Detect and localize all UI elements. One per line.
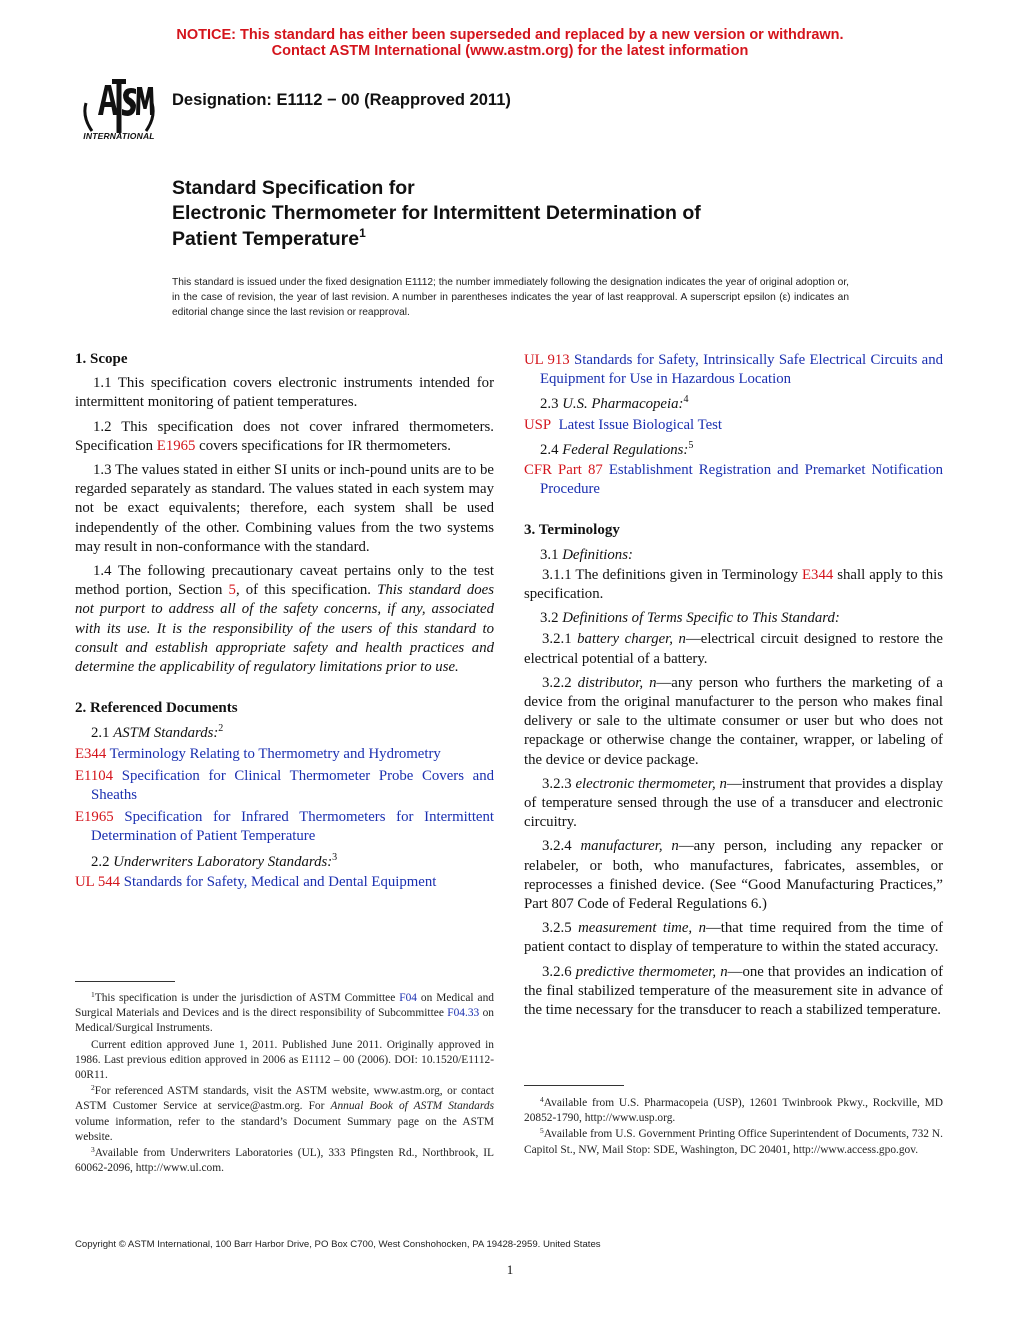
- def-num: 3.2.3: [542, 775, 576, 792]
- ref-e344-id[interactable]: E344: [75, 745, 107, 762]
- intro-paragraph: This standard is issued under the fixed designation E1112; the number immediately following the designation indicates the year of original adoption or, in the case of revision, the year of last revision. A number in parentheses indicates the year of last reapproval. A superscript epsilon (ε) indicates an editorial change since the last revision or reapproval.: [172, 277, 849, 318]
- ref-ul913-id[interactable]: UL 913: [524, 352, 570, 368]
- refs-heading: 2. Referenced Documents: [75, 700, 238, 717]
- term-3-1-num: 3.1: [540, 546, 563, 563]
- fn4-text: Available from U.S. Pharmacopeia (USP), 12601 Twinbrook Pkwy., Rockville, MD 20852-1790, http://www.usp.org.: [524, 1097, 943, 1125]
- ref-ul913[interactable]: [524, 351, 943, 389]
- def-text: —any person who furthers the marketing of a device from the original manufacturer to the person who makes final delivery or sale to the ultimate consumer or user but who does not repackage or otherwise change the container, wrapper, or labeling of the device or device package.: [524, 674, 943, 768]
- cfr-footnote-mark[interactable]: 5: [688, 439, 694, 451]
- ref-e1965[interactable]: [75, 808, 494, 846]
- ref-usp-id[interactable]: USP: [524, 416, 552, 433]
- ref-e1104-id[interactable]: E1104: [75, 767, 114, 784]
- def-num: 3.2.2: [542, 674, 578, 691]
- ref-cfr[interactable]: [524, 461, 943, 499]
- fn2-text-a: For referenced ASTM standards, visit the ASTM website, www.astm.org, or contact ASTM Customer Service at service@astm.org. For: [75, 1085, 494, 1113]
- ref-ul913-title[interactable]: Standards for Safety, Intrinsically Safe Electrical Circuits and Equipment for Use in Hazardous Location: [540, 352, 943, 388]
- terminology-heading: 3. Terminology: [524, 522, 620, 539]
- fn2-text-b: volume information, refer to the standard’s Document Summary page on the ASTM website.: [75, 1115, 494, 1143]
- copyright-line: Copyright © ASTM International, 100 Barr Harbor Drive, PO Box C700, West Conshohocken, PA 19428-2959. United States: [75, 1239, 601, 1250]
- scope-1-2-text-a: 1.2 This specification does not cover infrared thermometers. Specification: [75, 418, 494, 454]
- astm-footnote-mark[interactable]: 2: [218, 723, 224, 735]
- astm-standards-label: [75, 724, 494, 743]
- notice-line-1: NOTICE: This standard has either been superseded and replaced by a new version or withdrawn.: [176, 27, 844, 43]
- cfr-label-text: Federal Regulations:: [562, 441, 689, 458]
- footnote-5: [524, 1127, 943, 1157]
- definition-battery-charger: [524, 630, 943, 668]
- fn1-text-c: on Medical/Surgical Instruments.: [75, 1007, 494, 1035]
- footnotes-right: [524, 1096, 943, 1159]
- definition-measurement-time: [524, 919, 943, 957]
- scope-1-2: [75, 418, 494, 456]
- def-text: —any person, including any repacker or relabeler, or both, who manufactures, fabricates, assembles, or reprocesses a finished device. (See “Good Manufacturing Practices,” Part 807 Code of Federal Regulations 6.): [524, 838, 943, 913]
- fn4-mark: 4: [540, 1095, 544, 1104]
- term-3-1-1: [524, 566, 943, 604]
- cfr-label-num: 2.4: [540, 441, 563, 458]
- def-term: distributor, n: [577, 674, 657, 691]
- term-3-1-1-text-a: 3.1.1 The definitions given in Terminology: [542, 566, 803, 583]
- right-column: [524, 351, 943, 1025]
- ul-label-num: 2.2: [91, 853, 114, 870]
- ref-ul544-title[interactable]: Standards for Safety, Medical and Dental Equipment: [123, 873, 437, 890]
- def-term: measurement time, n: [578, 920, 706, 937]
- def-num: 3.2.5: [542, 920, 579, 937]
- def-num: 3.2.4: [542, 838, 581, 855]
- fn1-text-b: on Medical and Surgical Materials and Devices and is the direct responsibility of Subcommittee: [75, 992, 494, 1020]
- notice-line-2: Contact ASTM International (www.astm.org) for the latest information: [271, 43, 749, 59]
- footnote-divider-left: [75, 981, 175, 982]
- term-3-1: [524, 546, 943, 565]
- footnotes-left: [75, 991, 494, 1177]
- fn2-italic: Annual Book of ASTM Standards: [330, 1100, 495, 1113]
- usp-label: [524, 395, 943, 414]
- ref-usp[interactable]: [524, 416, 943, 435]
- footnote-4: [524, 1096, 943, 1126]
- usp-label-num: 2.3: [540, 396, 563, 413]
- fn5-mark: 5: [540, 1126, 544, 1136]
- def-term: manufacturer, n: [580, 838, 679, 855]
- footnote-1: [75, 991, 494, 1037]
- link-section-5[interactable]: 5: [228, 582, 236, 599]
- astm-label-num: 2.1: [91, 725, 114, 742]
- title-line-3: [172, 226, 366, 252]
- definition-predictive-thermometer: [524, 963, 943, 1021]
- term-3-2-text: Definitions of Terms Specific to This Standard:: [562, 610, 840, 627]
- usp-footnote-mark[interactable]: 4: [683, 394, 689, 406]
- link-e1965[interactable]: E1965: [156, 437, 196, 454]
- def-text: —one that provides an indication of the final stabilized temperature of the measurement site in advance of the time necessary for the transducer to reach a stabilized temperature.: [524, 963, 943, 1019]
- ul-footnote-mark[interactable]: 3: [332, 851, 338, 863]
- definition-distributor: [524, 674, 943, 770]
- scope-1-4-text-a: 1.4 The following precautionary caveat pertains only to the test method portion, Section: [75, 563, 494, 599]
- def-term: predictive thermometer, n: [575, 963, 728, 980]
- link-f04-33[interactable]: F04.33: [447, 1007, 480, 1020]
- term-3-1-text: Definitions:: [562, 546, 633, 563]
- ref-e1965-title[interactable]: Specification for Infrared Thermometers for Intermittent Determination of Patient Temperature: [91, 809, 495, 845]
- ul-label-text: Underwriters Laboratory Standards:: [113, 853, 333, 870]
- left-column: [75, 350, 494, 895]
- scope-1-2-text-b: covers specifications for IR thermometers.: [195, 437, 451, 454]
- def-text: —electrical circuit designed to restore the electrical potential of a battery.: [524, 631, 943, 667]
- designation: Designation: E1112 − 00 (Reapproved 2011): [172, 91, 511, 109]
- term-3-2-num: 3.2: [540, 610, 563, 627]
- usp-label-text: U.S. Pharmacopeia:: [562, 396, 684, 413]
- fn1-text-a: This specification is under the jurisdiction of ASTM Committee: [94, 992, 400, 1004]
- cfr-label: [524, 441, 943, 460]
- scope-1-4-text-b: , of this specification.: [235, 582, 378, 599]
- ref-e1965-id[interactable]: E1965: [75, 809, 114, 826]
- ref-ul544[interactable]: [75, 873, 494, 892]
- title-footnote-mark[interactable]: 1: [359, 226, 366, 240]
- link-e344[interactable]: E344: [802, 566, 834, 583]
- fn2-mark: 2: [91, 1083, 95, 1093]
- definition-electronic-thermometer: [524, 775, 943, 833]
- ref-usp-title[interactable]: Latest Issue Biological Test: [558, 416, 723, 433]
- definition-manufacturer: [524, 837, 943, 914]
- def-num: 3.2.1: [542, 631, 578, 648]
- ref-e1104-title[interactable]: Specification for Clinical Thermometer Probe Covers and Sheaths: [91, 767, 494, 804]
- def-text: —instrument that provides a display of temperature sensed through the use of a transducer and electronic circuitry.: [524, 775, 944, 831]
- page-number: 1: [506, 1262, 514, 1277]
- ref-ul544-id[interactable]: UL 544: [75, 873, 121, 890]
- fn1-mark: 1: [91, 990, 95, 999]
- ul-standards-label: [75, 853, 494, 872]
- ref-e344[interactable]: [75, 745, 494, 764]
- scope-1-3: 1.3 The values stated in either SI units or inch-pound units are to be regarded separately as standard. The values stated in each system may not be exact equivalents; therefore, each system shall be used independently of the other. Combining values from the two systems may result in non-conformance with the standard.: [75, 462, 494, 555]
- footnote-3: [75, 1146, 494, 1176]
- logo-wordmark: INTERNATIONAL: [83, 131, 155, 141]
- title-line-2: Electronic Thermometer for Intermittent Determination of: [172, 202, 701, 224]
- ref-e1104[interactable]: [75, 767, 494, 805]
- scope-1-1: 1.1 This specification covers electronic instruments intended for intermittent monitoring of patient temperatures.: [75, 375, 494, 411]
- astm-label-text: ASTM Standards:: [113, 725, 219, 742]
- def-num: 3.2.6: [542, 963, 576, 980]
- scope-1-4: [75, 562, 494, 677]
- scope-heading: 1. Scope: [75, 351, 128, 367]
- ref-cfr-title[interactable]: Establishment Registration and Premarket Notification Procedure: [540, 462, 944, 498]
- def-text: —that time required from the time of patient contact to display of temperature to within the stated accuracy.: [524, 920, 943, 956]
- footnote-1-edition: Current edition approved June 1, 2011. Published June 2011. Originally approved in 1986. Last previous edition approved in 2006 as E1112 – 00 (2006). DOI: 10.1520/E1112-00R11.: [75, 1038, 494, 1082]
- ref-cfr-id[interactable]: CFR Part 87: [524, 462, 603, 479]
- footnote-2: [75, 1084, 494, 1145]
- link-f04[interactable]: F04: [399, 992, 417, 1004]
- term-3-1-1-text-b: shall apply to this specification.: [524, 566, 943, 603]
- fn3-text: Available from Underwriters Laboratories (UL), 333 Pfingsten Rd., Northbrook, IL 60062-2096, http://www.ul.com.: [75, 1147, 494, 1175]
- footnote-divider-right: [524, 1085, 624, 1086]
- ref-e344-title[interactable]: Terminology Relating to Thermometry and Hydrometry: [109, 745, 441, 762]
- fn3-mark: 3: [91, 1145, 95, 1155]
- title-line-1: Standard Specification for: [172, 177, 415, 199]
- def-term: electronic thermometer, n: [575, 775, 727, 792]
- title-line-3-text: Patient Temperature: [172, 228, 360, 250]
- fn5-text: Available from U.S. Government Printing Office Superintendent of Documents, 732 N. Capitol St., NW, Mail Stop: SDE, Washington, DC 20401, http://www.access.gpo.gov.: [524, 1128, 943, 1156]
- term-3-2: [524, 609, 943, 628]
- safety-caveat: This standard does not purport to address all of the safety concerns, if any, associated with its use. It is the responsibility of the users of this standard to consult and establish appropriate safety and health practices and determine the applicability of regulatory limitations prior to use.: [75, 582, 495, 676]
- def-term: battery charger, n: [577, 631, 686, 648]
